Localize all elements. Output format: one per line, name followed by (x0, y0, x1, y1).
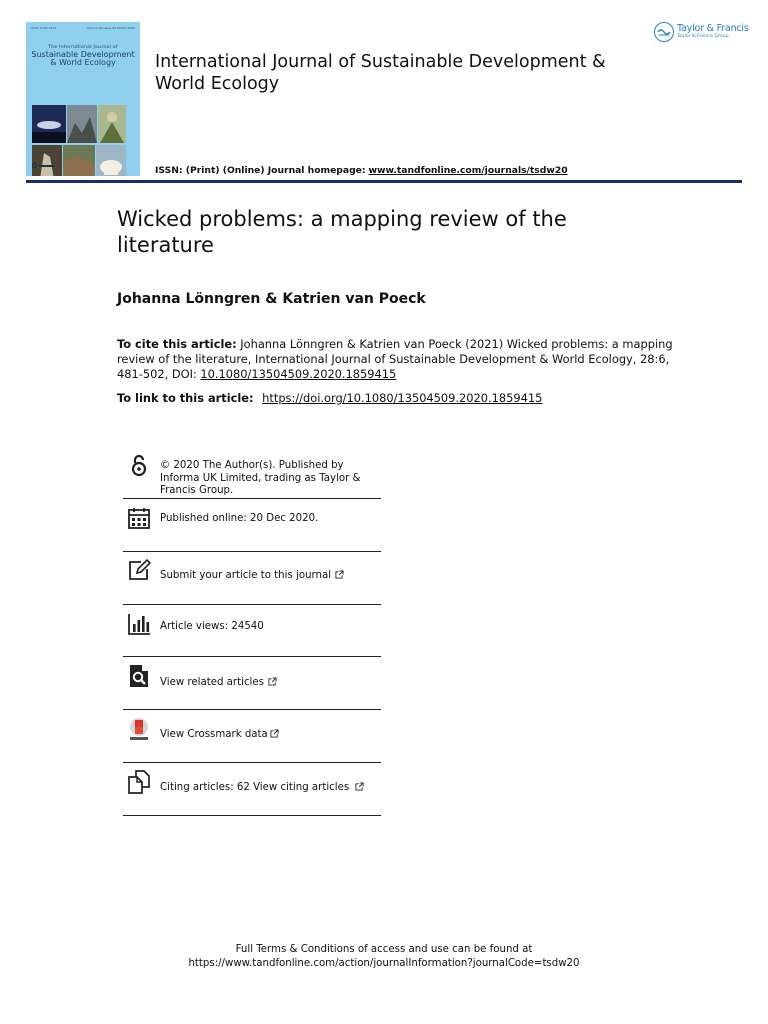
related-articles-link[interactable]: View related articles (160, 677, 264, 688)
calendar-icon (127, 506, 151, 530)
issn-label: ISSN: (Print) (Online) Journal homepage: (155, 165, 366, 176)
link-label: To link to this article: (117, 391, 254, 405)
crossmark-row[interactable] (123, 710, 381, 763)
crossmark-link[interactable]: View Crossmark data (160, 729, 268, 740)
article-authors: Johanna Lönngren & Katrien van Poeck (117, 291, 426, 307)
published-row (123, 499, 381, 552)
header-divider (26, 180, 742, 183)
cite-label: To cite this article: (117, 337, 237, 351)
cover-title (30, 46, 136, 68)
external-link-icon (270, 729, 279, 738)
publisher-emblem-icon (654, 22, 674, 42)
journal-homepage-link[interactable]: www.tandfonline.com/journals/tsdw20 (368, 165, 568, 176)
submit-article-link[interactable]: Submit your article to this journal (160, 570, 332, 581)
article-title: Wicked problems: a mapping review of the literature (117, 207, 567, 257)
journal-cover-image (26, 22, 140, 176)
related-row[interactable] (123, 657, 381, 710)
open-access-text: © 2020 The Author(s). Published by Informa UK Limited, trading as Taylor & Francis Group. (160, 460, 361, 496)
views-row (123, 605, 381, 657)
bar-chart-icon (127, 612, 151, 636)
cite-doi-link[interactable]: 10.1080/13504509.2020.1859415 (200, 367, 397, 381)
cover-issn: ISSN: 1350-4509 (31, 26, 57, 30)
citing-articles-link[interactable]: Citing articles: 62 View citing articles (160, 782, 350, 793)
issn-homepage-line (155, 165, 568, 176)
external-link-icon (268, 677, 277, 686)
published-date: Published online: 20 Dec 2020. (160, 513, 319, 524)
footer-terms-url[interactable]: https://www.tandfonline.com/action/journalInformation?journalCode=tsdw20 (188, 958, 580, 969)
article-views: Article views: 24540 (160, 621, 264, 632)
cover-title-prefix: The International Journal of (48, 45, 118, 50)
cover-publisher-logo (32, 163, 56, 168)
citing-row[interactable] (123, 763, 381, 816)
article-link-line (117, 391, 542, 406)
open-access-row (123, 452, 381, 499)
cover-title-main: Sustainable Development & World Ecology (31, 49, 135, 68)
edit-icon (127, 558, 151, 582)
cover-volume: Volume 00 Issue 00 Month 0000 (86, 26, 135, 30)
journal-title: International Journal of Sustainable Development & World Ecology (155, 52, 606, 94)
copy-documents-icon (127, 770, 151, 794)
cite-text: Johanna Lönngren & Katrien van Poeck (2021) Wicked problems: a mapping review of the literature, International Journal of Sustainable Development & World Ecology, 28:6, 481-502, DOI: (117, 337, 673, 381)
crossmark-icon (127, 717, 151, 741)
footer-terms-text: Full Terms & Conditions of access and use can be found at (235, 944, 533, 955)
publisher-group: Taylor & Francis Group (677, 33, 729, 39)
external-link-icon (335, 570, 344, 579)
terms-footer (0, 943, 768, 971)
external-link-icon (355, 782, 364, 791)
open-access-icon (127, 454, 151, 478)
article-doi-link[interactable]: https://doi.org/10.1080/13504509.2020.1859415 (262, 391, 543, 405)
taylor-francis-logo[interactable] (654, 22, 749, 42)
citation-block (117, 337, 677, 382)
submit-row[interactable] (123, 552, 381, 605)
publisher-name: Taylor & Francis (677, 23, 749, 35)
search-document-icon (127, 664, 151, 688)
